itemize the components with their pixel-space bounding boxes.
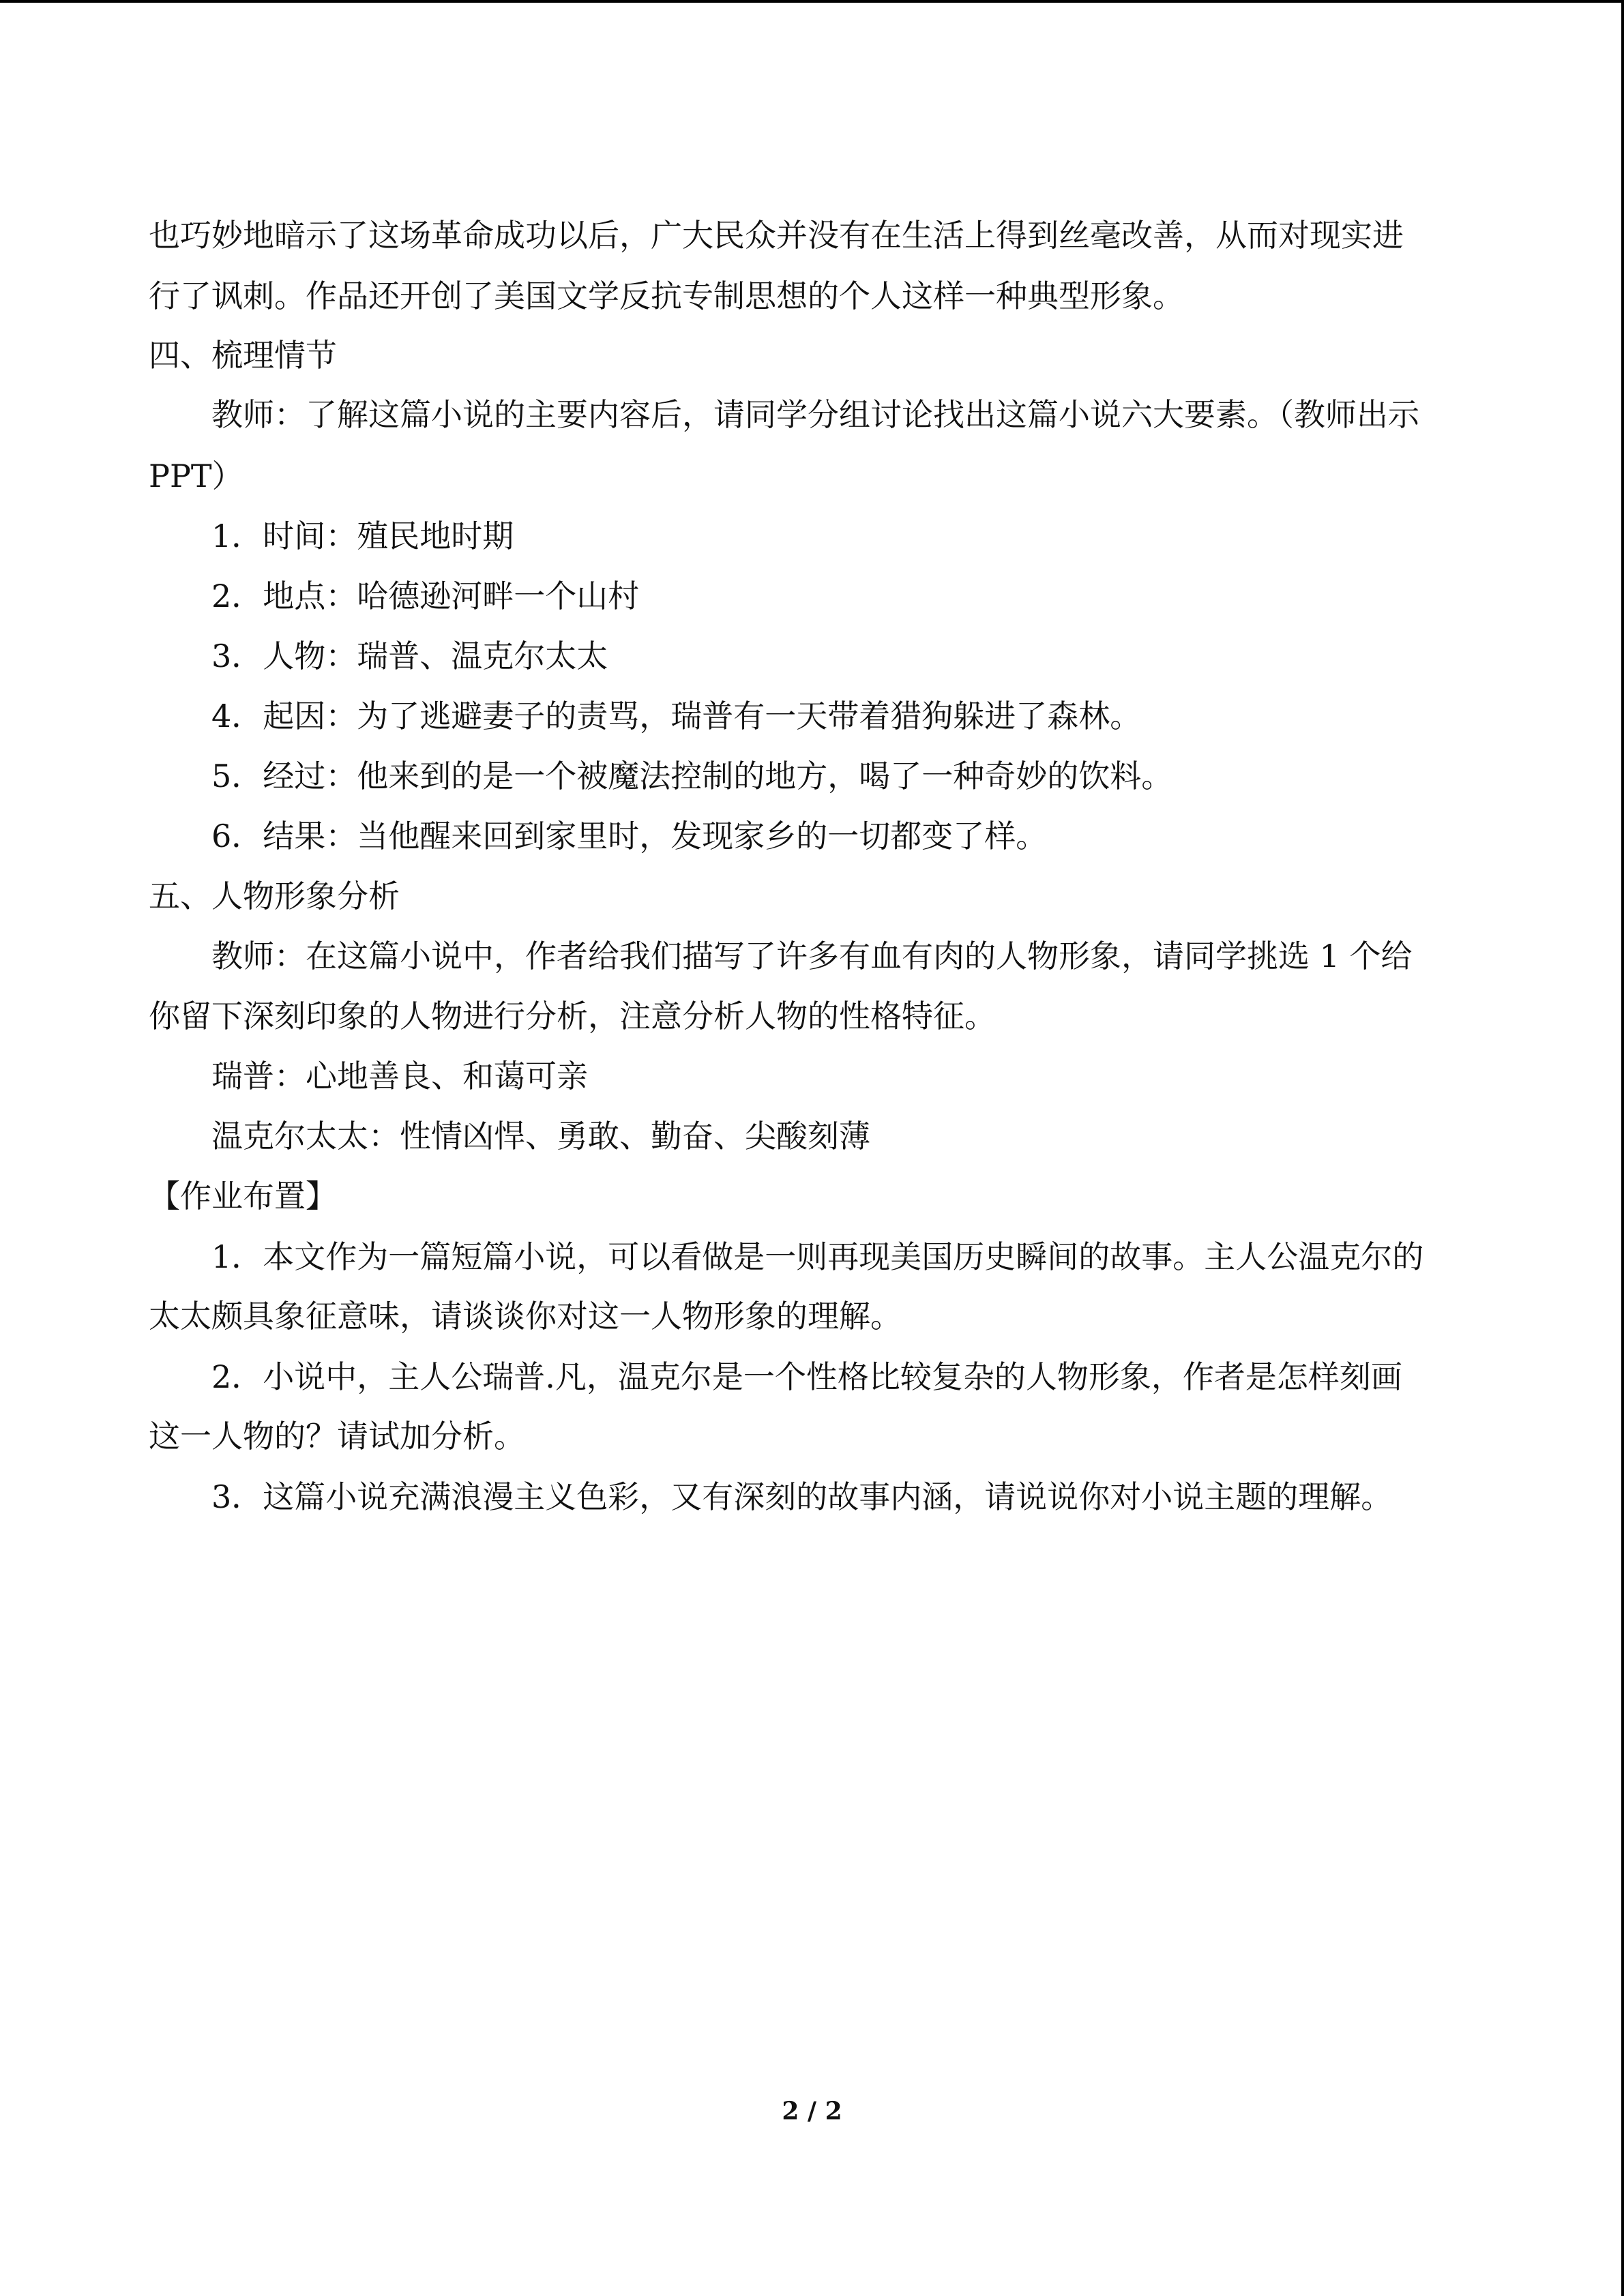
right-border-line — [1621, 0, 1624, 2296]
paragraph-line: 行了讽刺。作品还开创了美国文学反抗专制思想的个人这样一种典型形象。 — [149, 278, 1184, 314]
paragraph-line: 也巧妙地暗示了这场革命成功以后，广大民众并没有在生活上得到丝毫改善，从而对现实进 — [149, 217, 1404, 254]
paragraph-line: PPT） — [149, 458, 243, 494]
list-item: 3．这篇小说充满浪漫主义色彩，又有深刻的故事内涵，请说说你对小说主题的理解。 — [211, 1478, 1393, 1515]
list-item: 1．时间：殖民地时期 — [211, 518, 514, 554]
paragraph-line: 这一人物的？请试加分析。 — [149, 1418, 525, 1455]
list-item: 6．结果：当他醒来回到家里时，发现家乡的一切都变了样。 — [211, 818, 1048, 854]
section-heading: 【作业布置】 — [149, 1178, 337, 1214]
list-item: 1．本文作为一篇短篇小说，可以看做是一则再现美国历史瞬间的故事。主人公温克尔的 — [211, 1238, 1424, 1275]
list-item: 5．经过：他来到的是一个被魔法控制的地方，喝了一种奇妙的饮料。 — [211, 758, 1173, 794]
list-item: 3．人物：瑞普、温克尔太太 — [211, 638, 608, 674]
paragraph-line: 太太颇具象征意味，请谈谈你对这一人物形象的理解。 — [149, 1298, 902, 1335]
section-heading: 五、人物形象分析 — [149, 878, 400, 914]
list-item: 4．起因：为了逃避妻子的责骂，瑞普有一天带着猎狗躲进了森林。 — [211, 698, 1142, 734]
paragraph-line: 瑞普：心地善良、和蔼可亲 — [211, 1058, 588, 1094]
section-heading: 四、梳理情节 — [149, 337, 337, 374]
paragraph-line: 教师：在这篇小说中，作者给我们描写了许多有血有肉的人物形象，请同学挑选 1 个给 — [211, 938, 1413, 974]
page-number: 2 / 2 — [782, 2097, 842, 2126]
list-item: 2．小说中，主人公瑞普.凡，温克尔是一个性格比较复杂的人物形象，作者是怎样刻画 — [211, 1358, 1402, 1395]
paragraph-line: 教师：了解这篇小说的主要内容后，请同学分组讨论找出这篇小说六大要素。（教师出示 — [211, 396, 1419, 433]
paragraph-line: 温克尔太太：性情凶悍、勇敢、勤奋、尖酸刻薄 — [211, 1118, 870, 1154]
list-item: 2．地点：哈德逊河畔一个山村 — [211, 578, 640, 614]
top-border-line — [0, 0, 1624, 3]
paragraph-line: 你留下深刻印象的人物进行分析，注意分析人物的性格特征。 — [149, 998, 996, 1034]
